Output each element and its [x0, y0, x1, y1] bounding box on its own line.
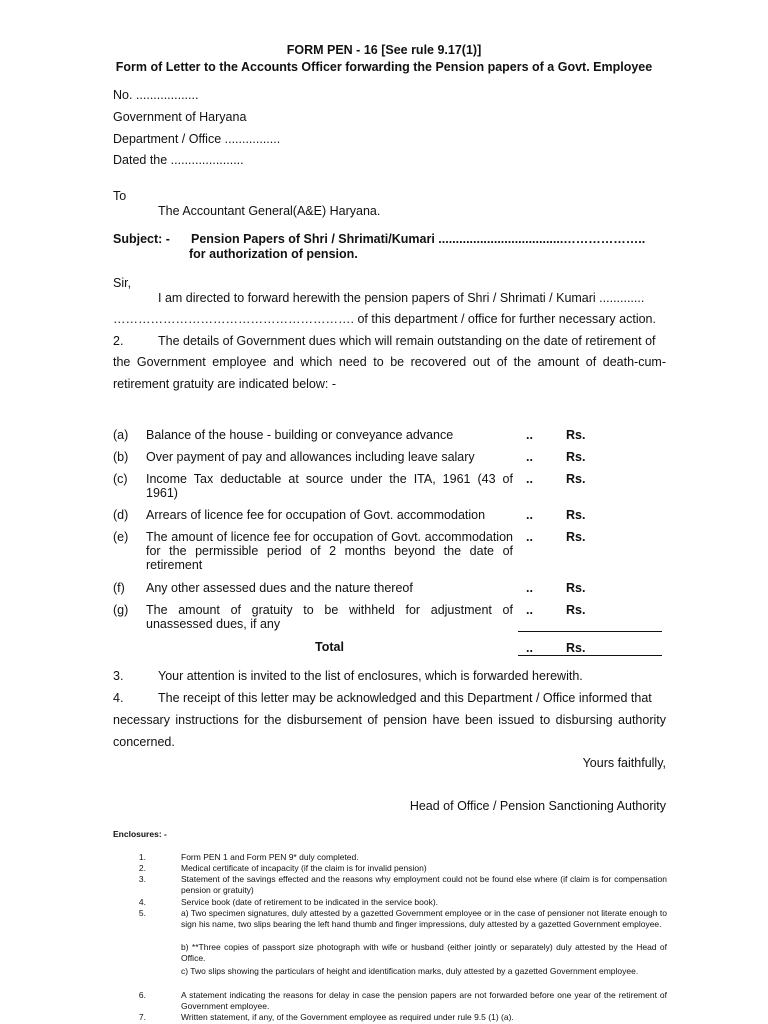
- para4-line2: necessary instructions for the disbursement of pension have been issued to disbursing authority: [113, 713, 666, 727]
- enclosures-heading: Enclosures: -: [113, 829, 167, 839]
- department-office: Department / Office ................: [113, 132, 281, 146]
- total-dots: ..: [526, 641, 533, 655]
- enclosure-text: A statement indicating the reasons for delay in case the pension papers are not forwarded before one year of the retirement of Government employee.: [181, 990, 667, 1011]
- para2-line3: retirement gratuity are indicated below: -: [113, 377, 337, 391]
- due-dots-f: ..: [526, 581, 533, 595]
- para2-number: 2.: [113, 334, 124, 348]
- to-label: To: [113, 189, 127, 203]
- due-text-c: Income Tax deductable at source under the ITA, 1961 (43 of 1961): [146, 472, 513, 500]
- enclosure-text: Form PEN 1 and Form PEN 9* duly completed.: [181, 852, 359, 862]
- yours-faithfully: Yours faithfully,: [582, 756, 666, 770]
- due-rs-c: Rs.: [566, 472, 586, 486]
- form-title: FORM PEN - 16 [See rule 9.17(1)]: [286, 43, 482, 57]
- para1-line2: …………………………………………………. of this department / office for further necessary action.: [113, 312, 656, 326]
- enclosure-text: a) Two specimen signatures, duly attested by a gazetted Government employee or in the case of pensioner not literate enough to sign his name, two slips bearing the left hand thumb and finger impressions, duly attested by a gazetted Government employee.: [181, 908, 667, 929]
- subject-line-2: for authorization of pension.: [189, 247, 358, 261]
- due-text-b: Over payment of pay and allowances including leave salary: [146, 450, 475, 464]
- due-dots-e: ..: [526, 530, 533, 544]
- enclosure-num: 3.: [138, 874, 146, 884]
- due-text-g: The amount of gratuity to be withheld for adjustment of unassessed dues, if any: [146, 603, 513, 631]
- due-key-b: (b): [113, 450, 129, 464]
- due-key-f: (f): [113, 581, 125, 595]
- due-rs-b: Rs.: [566, 450, 586, 464]
- enclosure-num: 7.: [138, 1012, 146, 1022]
- due-rs-a: Rs.: [566, 428, 586, 442]
- enclosure-num: 4.: [138, 897, 146, 907]
- subject-label: Subject: -: [113, 232, 170, 246]
- enclosure-num: 5.: [138, 908, 146, 918]
- due-dots-c: ..: [526, 472, 533, 486]
- para2-line2: the Government employee and which need to be recovered out of the amount of death-cum-: [113, 355, 666, 369]
- due-rs-g: Rs.: [566, 603, 586, 617]
- dated-line: Dated the .....................: [113, 153, 244, 167]
- due-rs-e: Rs.: [566, 530, 586, 544]
- addressee-name: The Accountant General(A&E) Haryana.: [158, 204, 381, 218]
- due-dots-d: ..: [526, 508, 533, 522]
- due-dots-a: ..: [526, 428, 533, 442]
- due-text-d: Arrears of licence fee for occupation of Govt. accommodation: [146, 508, 486, 522]
- total-top-rule: [518, 631, 662, 632]
- due-key-g: (g): [113, 603, 129, 617]
- enclosure-text: Statement of the savings effected and the reasons why employment could not be found else where (if claim is for compensation pension or gratuity): [181, 874, 667, 895]
- subject-line-1: Pension Papers of Shri / Shrimati/Kumari ....................................………………..: [191, 232, 646, 246]
- enclosure-text: Service book (date of retirement to be indicated in the service book).: [181, 897, 439, 907]
- due-text-e: The amount of licence fee for occupation of Govt. accommodation for the permissible period of 2 months beyond the date of retirement: [146, 530, 513, 572]
- para2-line1: The details of Government dues which will remain outstanding on the date of retirement of: [158, 334, 656, 348]
- para4-line3: concerned.: [113, 735, 175, 749]
- enclosure-num: 2.: [138, 863, 146, 873]
- due-rs-f: Rs.: [566, 581, 586, 595]
- salutation: Sir,: [113, 276, 132, 290]
- form-subtitle: Form of Letter to the Accounts Officer forwarding the Pension papers of a Govt. Employee: [115, 60, 653, 74]
- due-dots-b: ..: [526, 450, 533, 464]
- para4-line1: The receipt of this letter may be acknowledged and this Department / Office informed that: [158, 691, 652, 705]
- due-rs-d: Rs.: [566, 508, 586, 522]
- due-key-c: (c): [113, 472, 128, 486]
- due-dots-g: ..: [526, 603, 533, 617]
- total-bottom-rule: [518, 655, 662, 656]
- enclosure-num: 1.: [138, 852, 146, 862]
- enclosure-text: c) Two slips showing the particulars of height and identification marks, duly attested by a gazetted Government employee.: [181, 966, 639, 976]
- para4-number: 4.: [113, 691, 124, 705]
- para1-line1: I am directed to forward herewith the pension papers of Shri / Shrimati / Kumari .............: [158, 291, 645, 305]
- total-rs: Rs.: [566, 641, 586, 655]
- enclosure-num: 6.: [138, 990, 146, 1000]
- para3-text: Your attention is invited to the list of enclosures, which is forwarded herewith.: [158, 669, 583, 683]
- enclosure-text: Written statement, if any, of the Government employee as required under rule 9.5 (1) (a).: [181, 1012, 514, 1022]
- signatory: Head of Office / Pension Sanctioning Authority: [409, 799, 666, 813]
- due-text-a: Balance of the house - building or conveyance advance: [146, 428, 454, 442]
- enclosure-text: b) **Three copies of passport size photograph with wife or husband (either jointly or separately) duly attested by the Head of Office.: [181, 942, 667, 963]
- total-label: Total: [315, 640, 344, 654]
- due-key-a: (a): [113, 428, 129, 442]
- government-name: Government of Haryana: [113, 110, 247, 124]
- letter-number: No. ..................: [113, 88, 199, 102]
- due-key-d: (d): [113, 508, 129, 522]
- due-key-e: (e): [113, 530, 129, 544]
- enclosure-text: Medical certificate of incapacity (if the claim is for invalid pension): [181, 863, 427, 873]
- para3-number: 3.: [113, 669, 124, 683]
- due-text-f: Any other assessed dues and the nature thereof: [146, 581, 413, 595]
